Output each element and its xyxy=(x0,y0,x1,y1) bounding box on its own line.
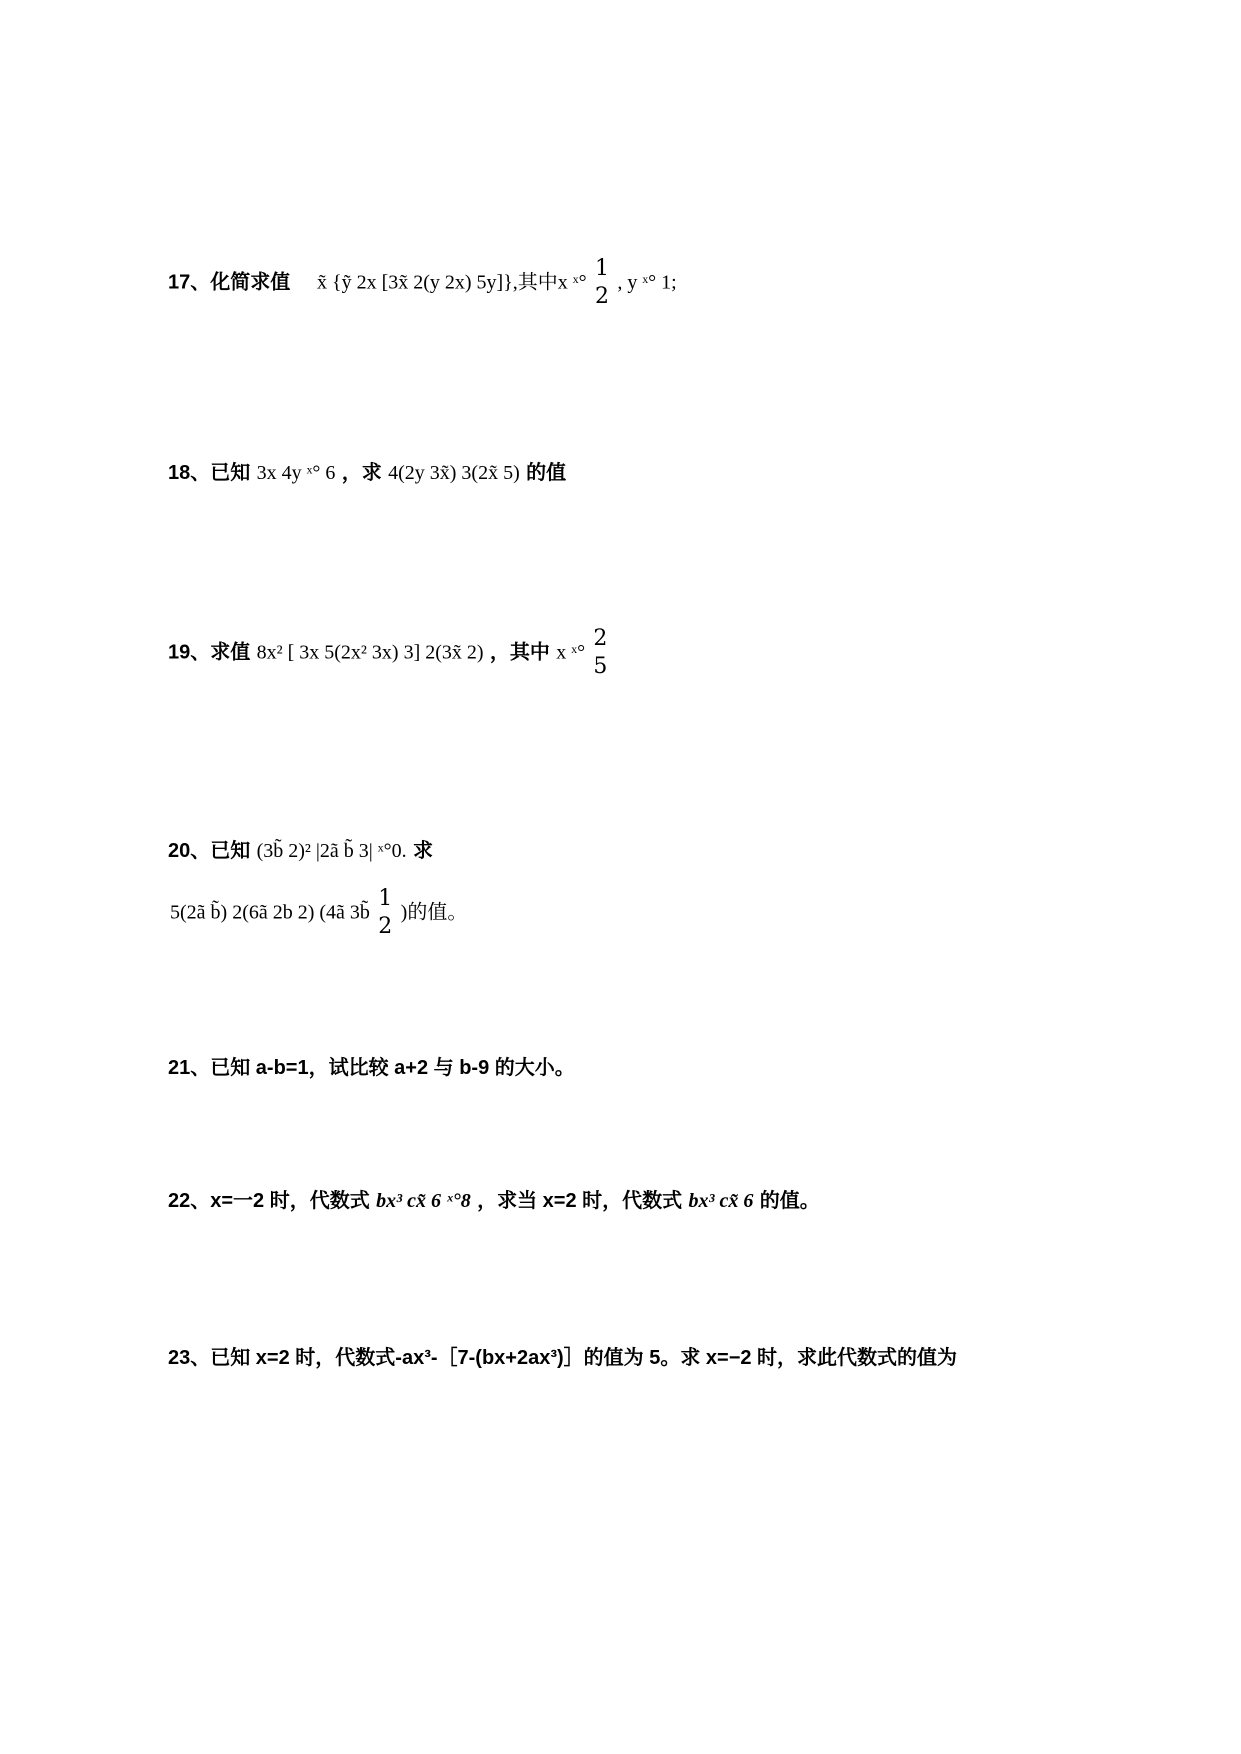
problem-20-expression-2: 5(2ã b̃) 2(6ã 2b 2) (4ã 3b̃ xyxy=(170,901,370,924)
problem-22-suffix: 的值。 xyxy=(759,1190,820,1212)
problem-20-prefix: 20、已知 xyxy=(168,840,251,862)
problem-17-fraction xyxy=(595,258,609,308)
fraction-numerator: 1 xyxy=(594,256,609,281)
problem-20-fraction xyxy=(378,888,392,938)
problem-18-expression-2: 4(2y 3x̃) 3(2x̃ 5) xyxy=(388,462,520,484)
problem-20 xyxy=(168,840,433,861)
problem-23 xyxy=(168,1348,957,1368)
problem-19 xyxy=(168,628,609,678)
problem-22-expression: bx³ cx̃ 6 ˣ°8 xyxy=(376,1190,471,1212)
problem-20-expression: (3b̃ 2)² |2ã b̃ 3| ˣ°0. xyxy=(256,840,407,862)
fraction-denominator: 5 xyxy=(593,654,608,679)
fraction-numerator: 2 xyxy=(593,626,608,651)
problem-19-mid: ，其中 xyxy=(489,641,550,664)
problem-19-expression: 8x² [ 3x 5(2x² 3x) 3] 2(3x̃ 2) xyxy=(256,641,484,664)
problem-20-suffix: 求 xyxy=(412,840,433,862)
problem-22-expression-2: bx³ cx̃ 6 xyxy=(688,1190,754,1212)
fraction-numerator: 1 xyxy=(378,886,393,911)
problem-18-prefix: 18、已知 xyxy=(168,462,251,484)
fraction-denominator: 2 xyxy=(378,914,393,939)
problem-19-expression-2: x ˣ° xyxy=(556,641,586,664)
problem-21 xyxy=(168,1058,575,1078)
problem-19-fraction xyxy=(593,628,607,678)
problem-17-tail: , y ˣ° 1; xyxy=(617,271,677,294)
problem-23-text: 23、已知 x=2 时，代数式-ax³-［7-(bx+2ax³)］的值为 5。求 x=−2 时，求此代数式的值为 xyxy=(168,1347,958,1369)
problem-22-prefix: 22、x=一2 时，代数式 xyxy=(168,1190,370,1212)
problem-17-prefix: 17、化简求值 xyxy=(168,271,291,294)
problem-22 xyxy=(168,1190,820,1211)
problem-18-suffix: 的值 xyxy=(526,462,567,484)
problem-21-text: 21、已知 a-b=1，试比较 a+2 与 b-9 的大小。 xyxy=(168,1057,575,1079)
problem-19-prefix: 19、求值 xyxy=(168,641,251,664)
problem-18-expression: 3x 4y ˣ° 6 xyxy=(256,462,336,484)
problem-22-mid: ，求当 x=2 时，代数式 xyxy=(477,1190,683,1212)
problem-20-tail: )的值。 xyxy=(400,901,468,924)
problem-20-line-2 xyxy=(170,888,467,938)
problem-17 xyxy=(168,258,677,308)
problem-18-mid: ，求 xyxy=(341,462,382,484)
problem-18 xyxy=(168,462,566,483)
problem-17-expression: x̃ {ỹ 2x [3x̃ 2(y 2x) 5y]},其中x ˣ° xyxy=(316,271,587,294)
fraction-denominator: 2 xyxy=(594,284,609,309)
